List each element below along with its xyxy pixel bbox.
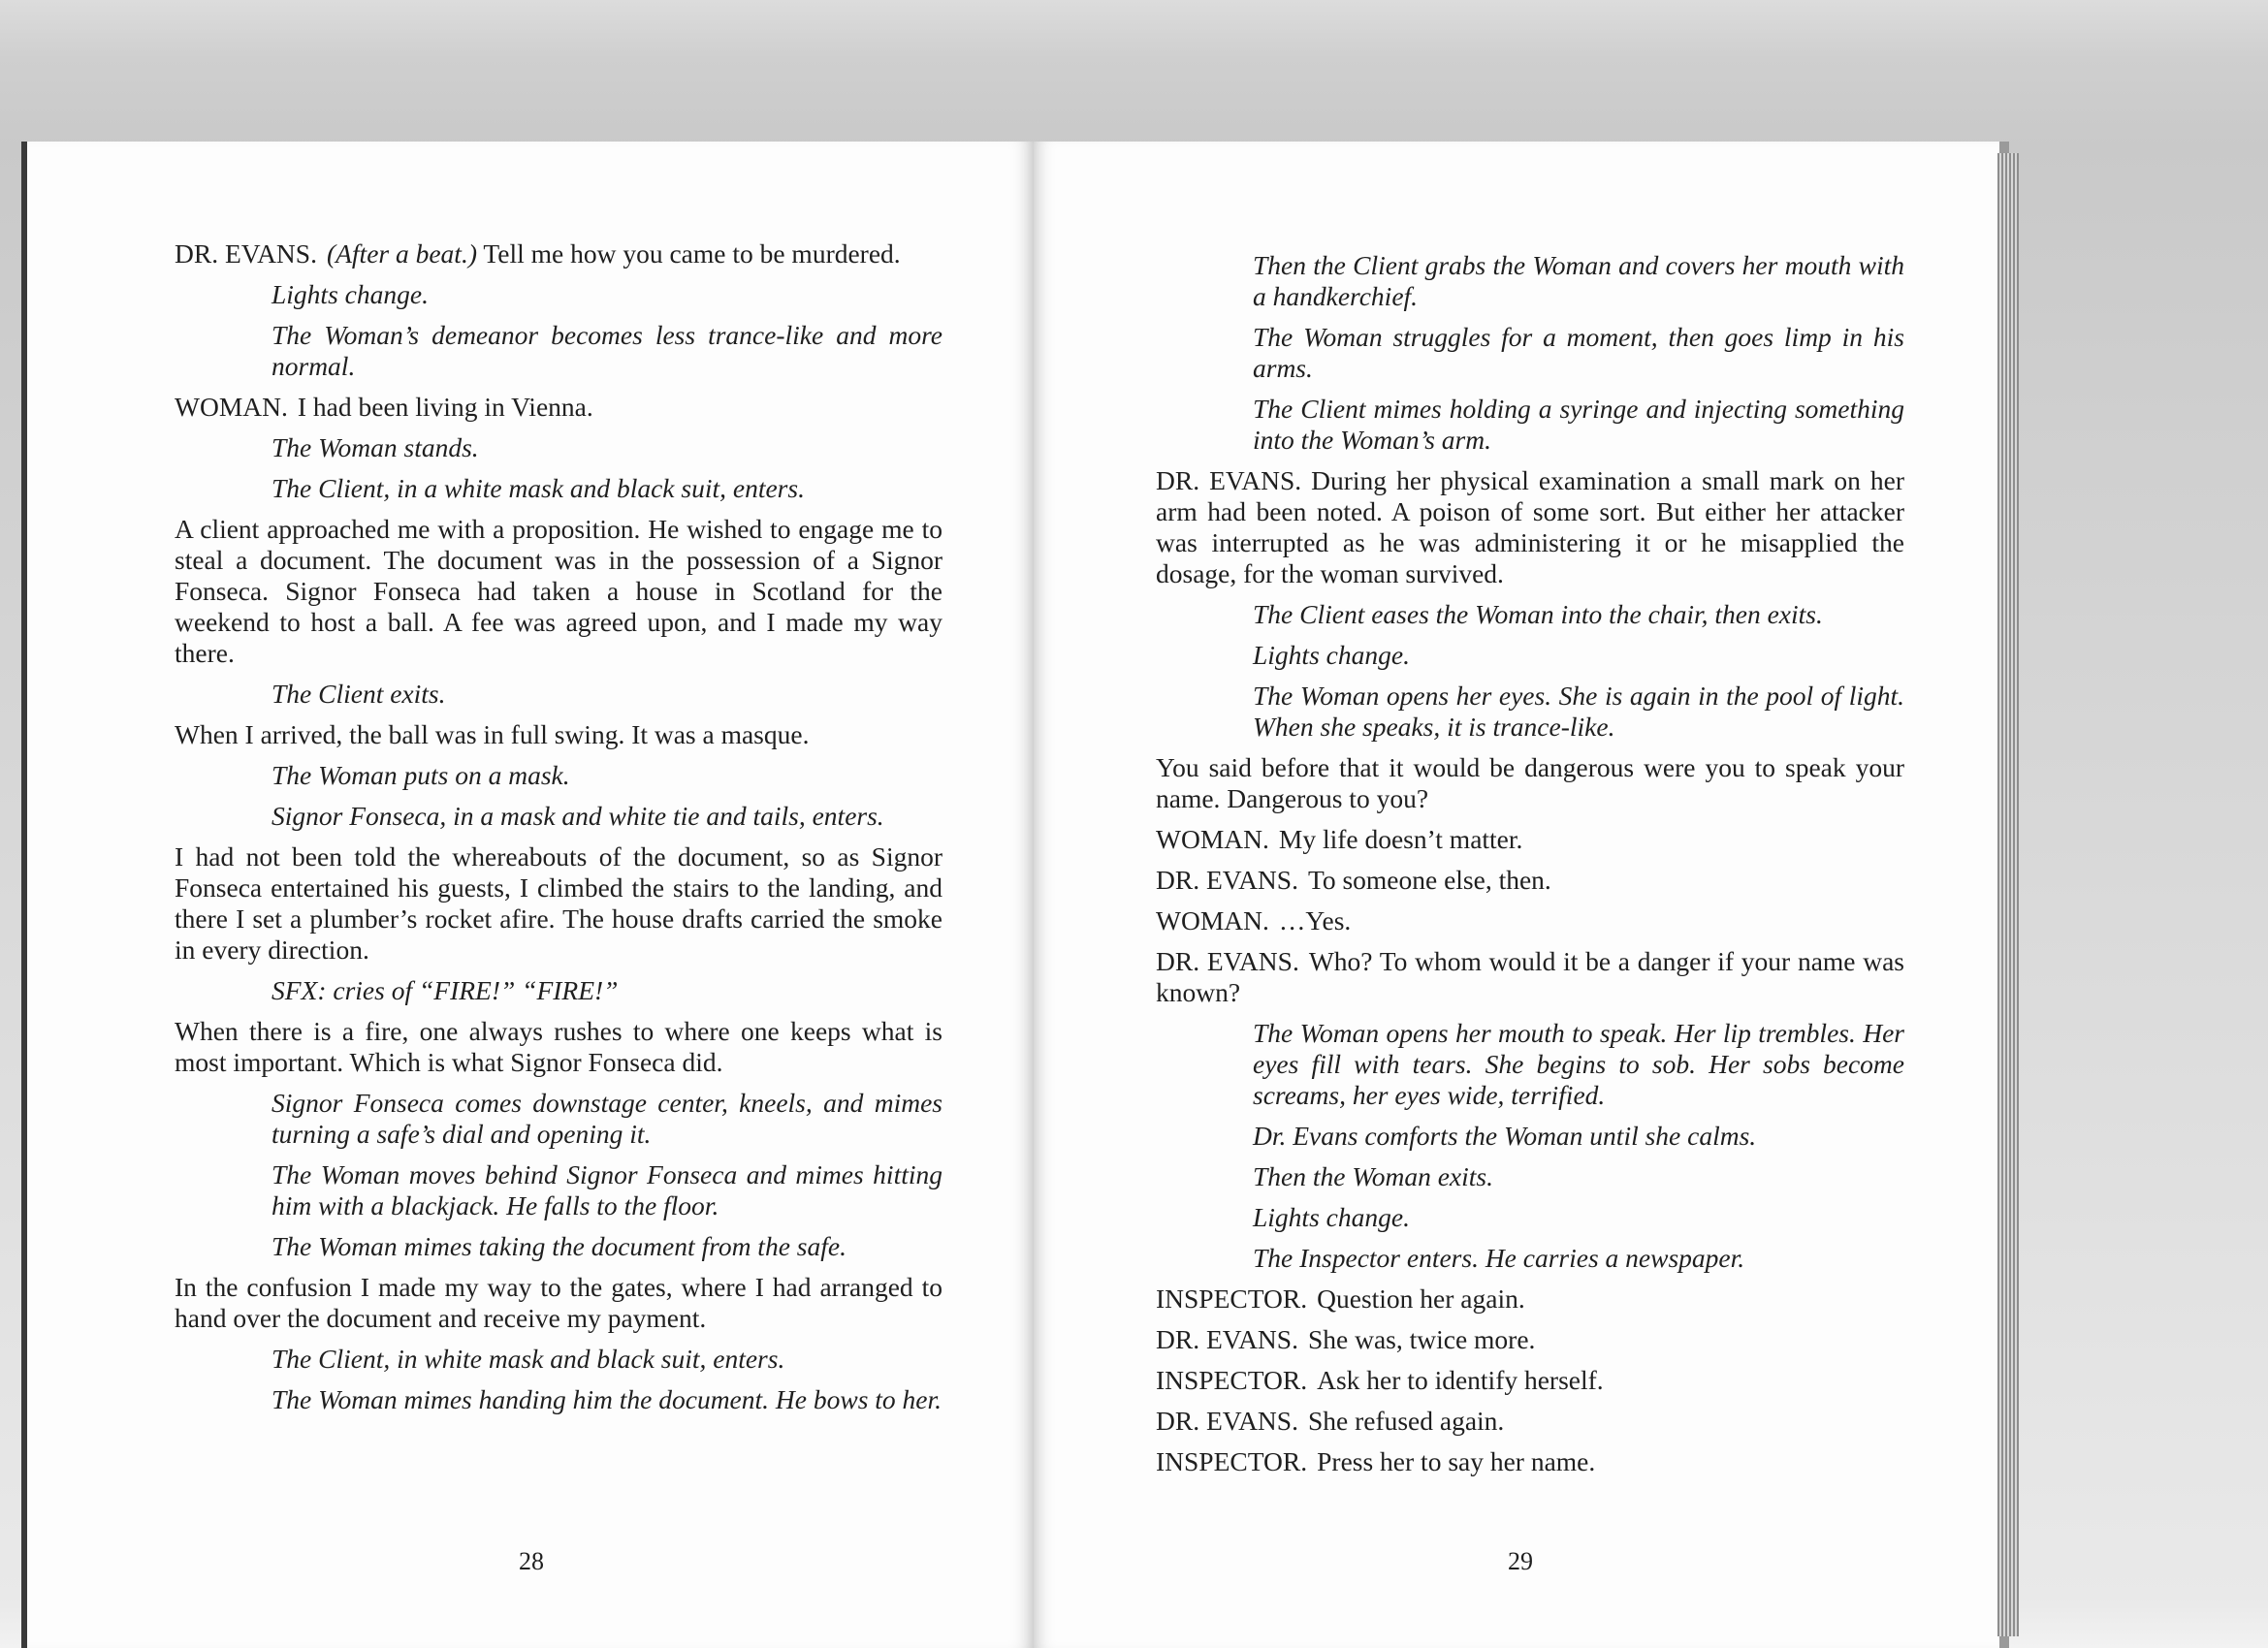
stage-direction: The Woman opens her eyes. She is again in the pool of light. When she speaks, it is trance-like. (1253, 681, 1904, 742)
dialogue-line (1156, 865, 1904, 896)
left-page (21, 142, 1034, 1648)
dialogue-text: …Yes. (1278, 905, 1352, 935)
speech-continuation: In the confusion I made my way to the gates, where I had arranged to hand over the document and receive my payment. (175, 1272, 942, 1333)
dialogue-line (1156, 905, 1904, 936)
dialogue-line (1156, 1284, 1904, 1315)
left-page-script-column (175, 238, 942, 1425)
dialogue-line (1156, 1365, 1904, 1396)
speaker-name: DR. EVANS. (1156, 865, 1298, 895)
stage-direction: Signor Fonseca comes downstage center, kneels, and mimes turning a safe’s dial and opening it. (272, 1088, 942, 1149)
speech-continuation: A client approached me with a proposition. He wished to engage me to steal a document. The document was in the possession of a Signor Fonseca. Signor Fonseca had taken a house in Scotland for the weekend to host a ball. A fee was agreed upon, and I made my way there. (175, 514, 942, 668)
stage-direction: Then the Woman exits. (1253, 1161, 1493, 1191)
dialogue-text: She was, twice more. (1307, 1324, 1536, 1354)
speaker-name: DR. EVANS. (1156, 1406, 1298, 1436)
stage-direction: The Woman opens her mouth to speak. Her lip trembles. Her eyes fill with tears. She begins to sob. Her sobs become screams, her eyes wide, terrified. (1253, 1018, 1904, 1110)
dialogue-line (1156, 465, 1904, 589)
speaker-name: INSPECTOR. (1156, 1365, 1308, 1395)
stage-direction: The Woman mimes taking the document from the safe. (272, 1231, 847, 1261)
dialogue-text: Who? To whom would it be a danger if your name was known? (1156, 946, 1905, 1007)
right-page (1034, 142, 2009, 1648)
stage-direction: The Woman moves behind Signor Fonseca and mimes hitting him with a blackjack. He falls to the floor. (272, 1159, 942, 1220)
stage-direction: SFX: cries of “FIRE!” “FIRE!” (272, 975, 619, 1005)
stage-direction: The Woman puts on a mask. (272, 760, 570, 790)
stage-direction: The Client, in a white mask and black suit, enters. (272, 473, 805, 503)
speaker-name: WOMAN. (1156, 824, 1269, 854)
dialogue-line (1156, 1446, 1904, 1477)
dialogue-text: Question her again. (1317, 1284, 1525, 1314)
speaker-name: WOMAN. (175, 392, 288, 422)
stage-direction: Lights change. (272, 279, 429, 309)
stage-direction: The Client exits. (272, 679, 446, 709)
stage-direction: The Client eases the Woman into the chair, then exits. (1253, 599, 1823, 629)
stage-direction: Signor Fonseca, in a mask and white tie and tails, enters. (272, 801, 884, 831)
stage-direction: The Woman struggles for a moment, then goes limp in his arms. (1253, 322, 1904, 383)
parenthetical: (After a beat.) (326, 238, 477, 269)
dialogue-line (175, 238, 942, 269)
right-page-number: 29 (1508, 1547, 1533, 1575)
left-page-number: 28 (519, 1547, 544, 1575)
dialogue-text: To someone else, then. (1307, 865, 1551, 895)
speaker-name: DR. EVANS. (1156, 465, 1302, 495)
speaker-name: DR. EVANS. (175, 238, 317, 269)
right-page-script-column (1156, 250, 1904, 1487)
speech-continuation: When I arrived, the ball was in full swing. It was a masque. (175, 719, 810, 749)
stage-direction: Then the Client grabs the Woman and covers her mouth with a handkerchief. (1253, 250, 1904, 311)
stage-direction: The Woman stands. (272, 432, 479, 462)
speech-continuation: You said before that it would be dangerous were you to speak your name. Dangerous to you? (1156, 752, 1904, 813)
dialogue-text: She refused again. (1307, 1406, 1505, 1436)
speaker-name: DR. EVANS. (1156, 946, 1299, 976)
dialogue-text: My life doesn’t matter. (1278, 824, 1523, 854)
dialogue-line (1156, 1324, 1904, 1355)
speaker-name: DR. EVANS. (1156, 1324, 1298, 1354)
stage-direction: Dr. Evans comforts the Woman until she calms. (1253, 1121, 1757, 1151)
stage-direction: The Client, in white mask and black suit, enters. (272, 1344, 785, 1374)
speaker-name: INSPECTOR. (1156, 1284, 1308, 1314)
stage-direction: The Woman mimes handing him the document. He bows to her. (272, 1384, 942, 1414)
stage-direction: The Woman’s demeanor becomes less trance-like and more normal. (272, 320, 942, 381)
speaker-name: INSPECTOR. (1156, 1446, 1308, 1476)
speech-continuation: When there is a fire, one always rushes to where one keeps what is most important. Which is what Signor Fonseca did. (175, 1016, 942, 1077)
stage-direction: Lights change. (1253, 1202, 1410, 1232)
dialogue-line (1156, 1406, 1904, 1437)
dialogue-text: Tell me how you came to be murdered. (483, 238, 901, 269)
dialogue-text: Ask her to identify herself. (1317, 1365, 1604, 1395)
stage-direction: Lights change. (1253, 640, 1410, 670)
dialogue-line (175, 392, 942, 423)
stage-direction: The Client mimes holding a syringe and injecting something into the Woman’s arm. (1253, 394, 1904, 455)
page-edge-stack (1997, 153, 2019, 1636)
dialogue-line (1156, 946, 1904, 1008)
dialogue-text: Press her to say her name. (1317, 1446, 1596, 1476)
dialogue-line (1156, 824, 1904, 855)
book-spread (21, 142, 2007, 1648)
stage-direction: The Inspector enters. He carries a newspaper. (1253, 1243, 1745, 1273)
speaker-name: WOMAN. (1156, 905, 1269, 935)
dialogue-text: I had been living in Vienna. (297, 392, 593, 422)
dialogue-text: During her physical examination a small mark on her arm had been noted. A poison of some sort. But either her attacker was interrupted as he was administering it or he misapplied the dosage, for the woman survived. (1156, 465, 1904, 588)
speech-continuation: I had not been told the whereabouts of the document, so as Signor Fonseca entertained his guests, I climbed the stairs to the landing, and there I set a plumber’s rocket afire. The house drafts carried the smoke in every direction. (175, 841, 942, 965)
